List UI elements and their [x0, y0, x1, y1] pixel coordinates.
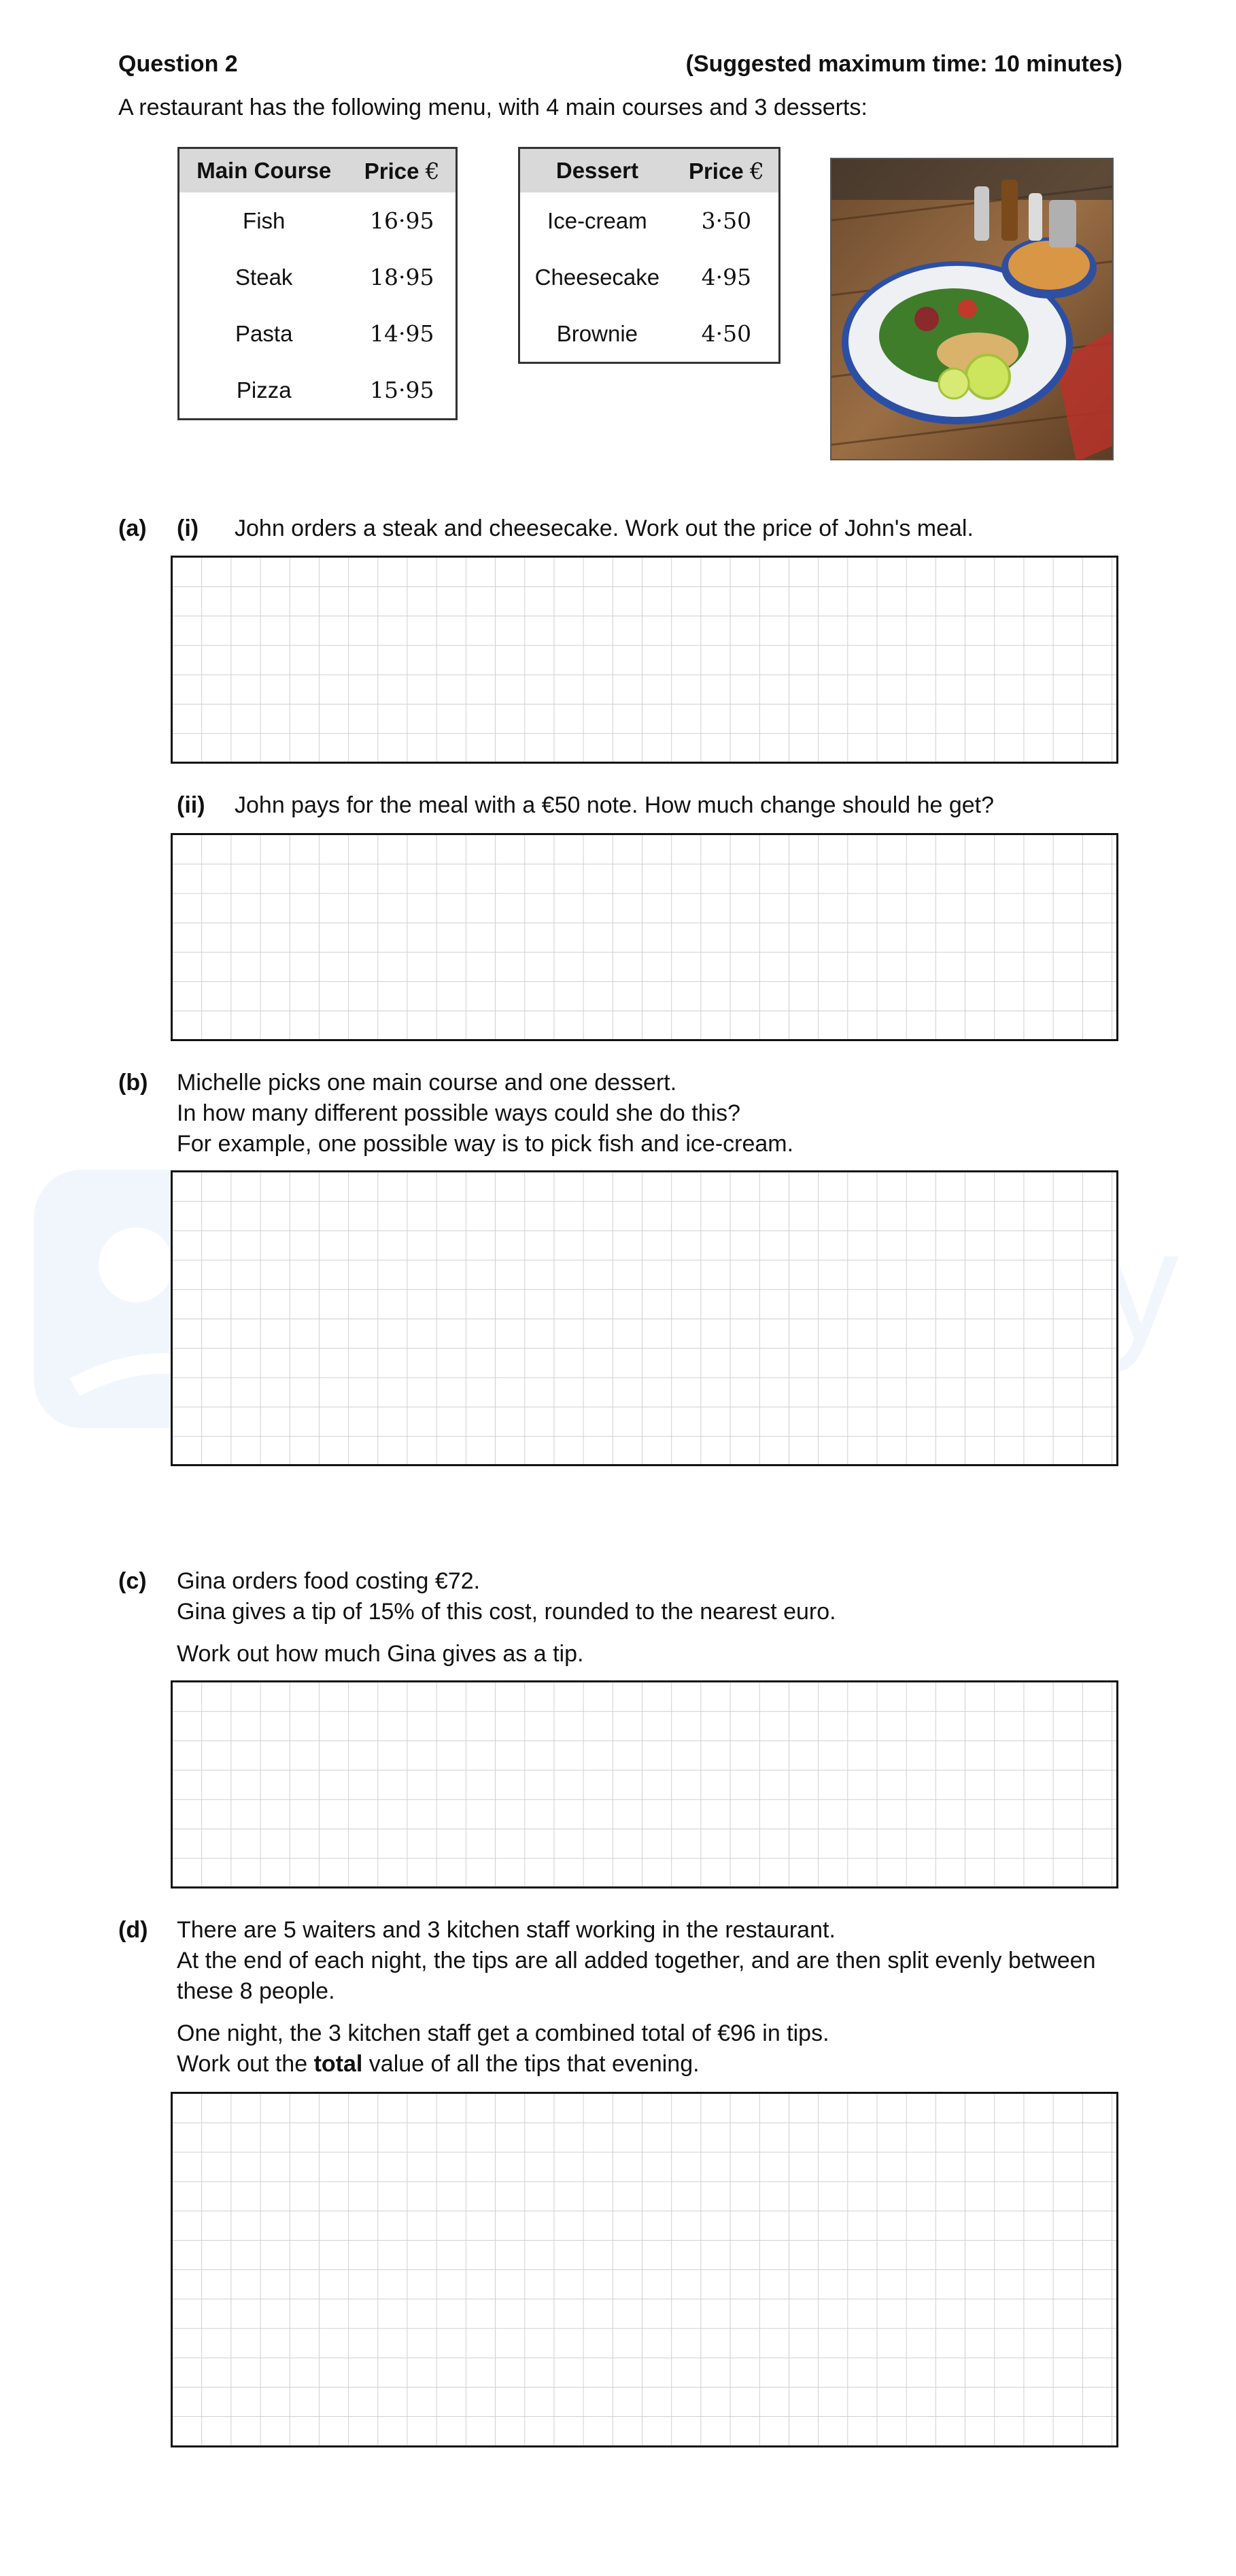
question-title: Question 2	[118, 51, 238, 77]
table-row: Cheesecake 4·95	[534, 264, 752, 290]
dessert-table	[518, 147, 780, 364]
main-course-table	[177, 147, 458, 420]
part-c-question: Work out how much Gina gives as a tip.	[177, 1641, 584, 1667]
dessert-price-header: Price €	[674, 148, 780, 193]
part-a-i-text: John orders a steak and cheesecake. Work out the price of John's meal.	[235, 515, 974, 541]
answer-box-a-i[interactable]	[171, 556, 1118, 764]
part-c-line-2: Gina gives a tip of 15% of this cost, rounded to the nearest euro.	[177, 1599, 836, 1625]
table-row: Steak 18·95	[235, 264, 434, 290]
question-intro: A restaurant has the following menu, with 4 main courses and 3 desserts:	[118, 95, 868, 120]
part-d-line-2: At the end of each night, the tips are all added together, and are then split evenly between	[177, 1948, 1096, 1973]
part-a-ii-label: (ii)	[177, 792, 205, 818]
part-d-question: Work out the total value of all the tips that evening.	[177, 2051, 700, 2077]
part-d-label: (d)	[118, 1917, 148, 1943]
table-row: Fish 16·95	[243, 207, 434, 234]
part-b-line-2: In how many different possible ways could she do this?	[177, 1100, 741, 1126]
part-c-line-1: Gina orders food costing €72.	[177, 1568, 481, 1594]
answer-box-c[interactable]	[171, 1680, 1118, 1888]
table-row: Ice-cream 3·50	[547, 207, 752, 234]
part-a-label: (a)	[118, 515, 147, 541]
part-d-line-4: One night, the 3 kitchen staff get a combined total of €96 in tips.	[177, 2020, 829, 2046]
answer-box-d[interactable]	[171, 2092, 1118, 2447]
part-a-i-label: (i)	[177, 515, 199, 541]
main-price-header: Price €	[348, 148, 456, 193]
table-row: Pasta 14·95	[235, 320, 434, 347]
food-photo	[830, 158, 1114, 460]
part-d-question-bold: total	[313, 2051, 363, 2077]
answer-box-a-ii[interactable]	[171, 833, 1118, 1041]
part-b-line-3: For example, one possible way is to pick fish and ice-cream.	[177, 1131, 794, 1157]
table-row: Brownie 4·50	[556, 320, 752, 347]
part-b-line-1: Michelle picks one main course and one dessert.	[177, 1070, 677, 1096]
part-b-label: (b)	[118, 1070, 148, 1096]
dessert-header: Dessert	[519, 148, 674, 193]
main-course-header: Main Course	[179, 148, 349, 193]
part-c-label: (c)	[118, 1568, 147, 1594]
part-d-line-1: There are 5 waiters and 3 kitchen staff working in the restaurant.	[177, 1917, 836, 1943]
table-row: Pizza 15·95	[236, 377, 434, 403]
food-photo-illustration	[831, 159, 1114, 460]
part-a-ii-text: John pays for the meal with a €50 note. How much change should he get?	[235, 792, 995, 818]
answer-box-b[interactable]	[171, 1170, 1118, 1466]
suggested-time: (Suggested maximum time: 10 minutes)	[685, 51, 1122, 77]
part-d-line-3: these 8 people.	[177, 1978, 335, 2004]
